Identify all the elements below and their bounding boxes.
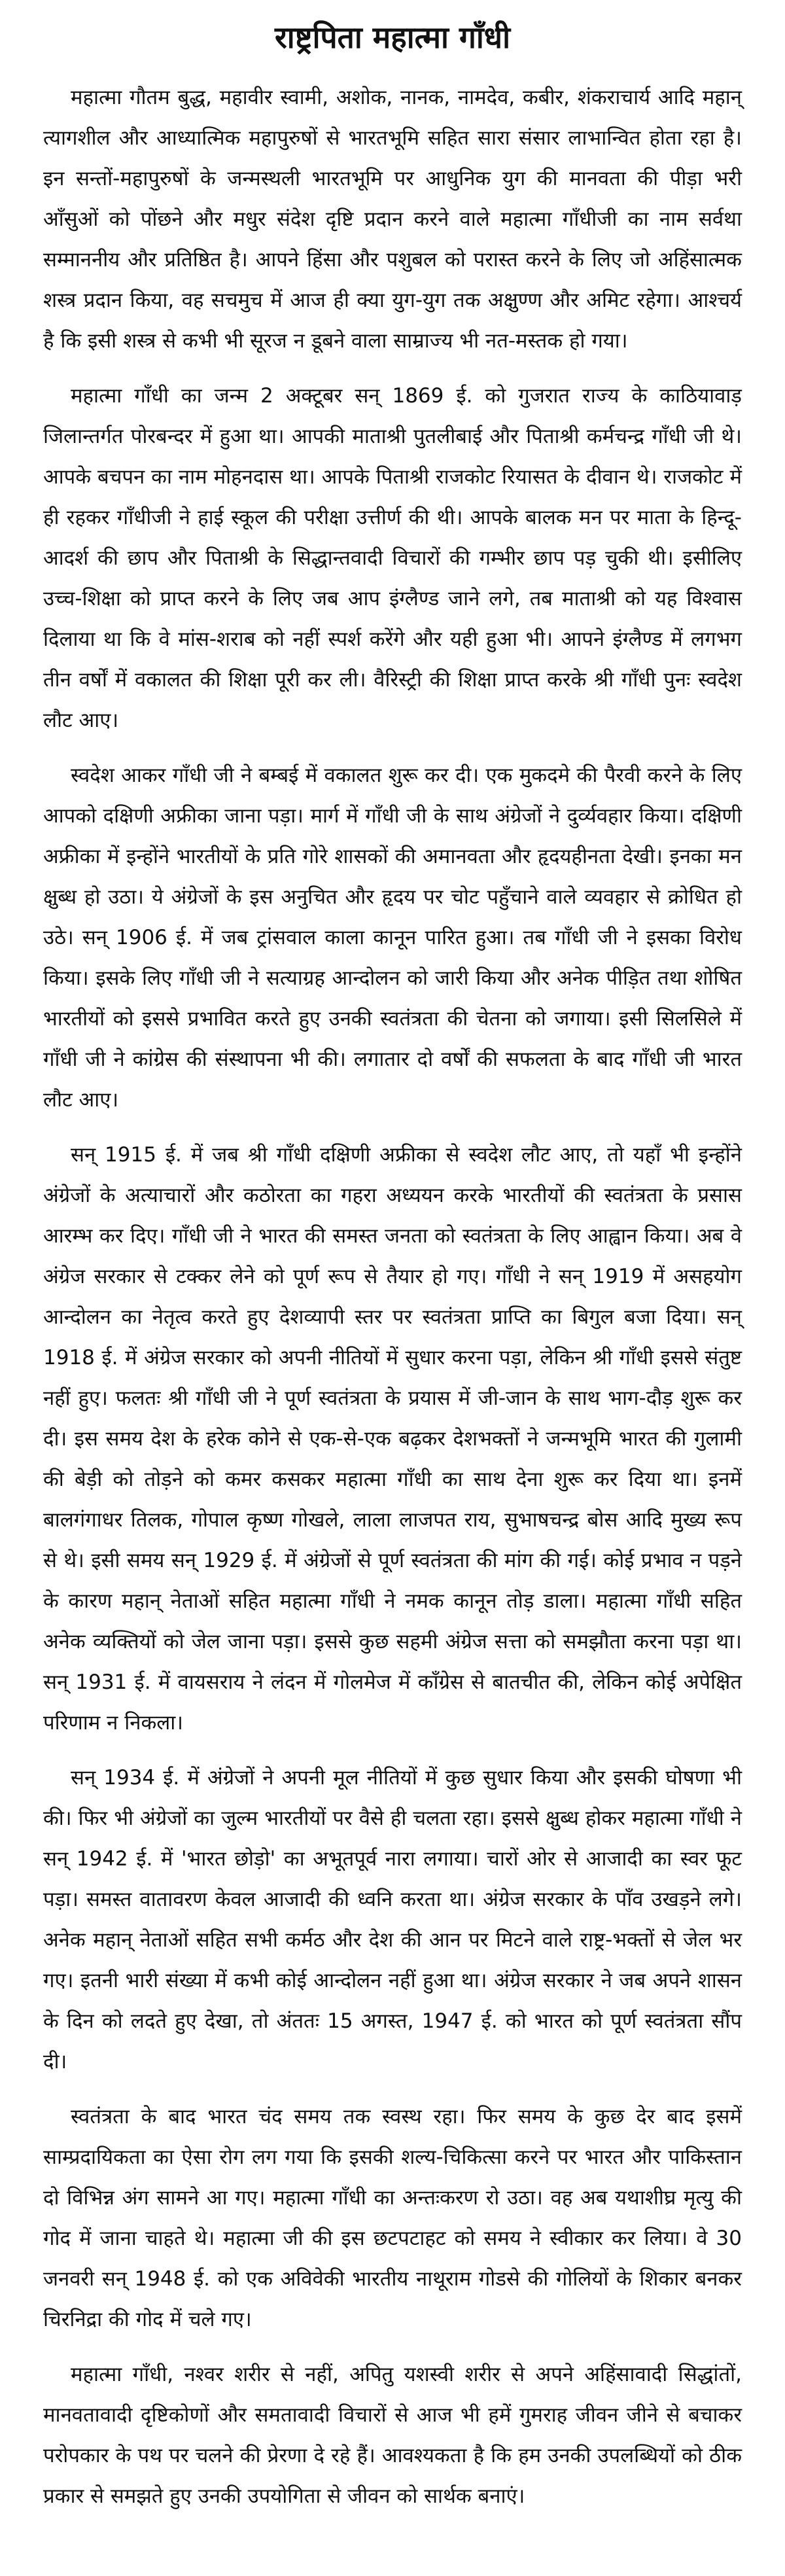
paragraph-3: स्वदेश आकर गाँधी जी ने बम्बई में वकालत शुरू कर दी। एक मुकदमे की पैरवी करने के लिए आपको दक्षिणी अफ्रीका जाना पड़ा। मार्ग में गाँधी जी के साथ अंग्रेजों ने दुर्व्यवहार किया। दक्षिणी अफ्रीका में इन्होंने भारतीयों के प्रति गोरे शासकों की अमानवता और हृदयहीनता देखी। इनका मन क्षुब्ध हो उठा। ये अंग्रेजों के इस अनुचित और हृदय पर चोट पहुँचाने वाले व्यवहार से क्रोधित हो उठे। सन् 1906 ई. में जब ट्रांसवाल काला कानून पारित हुआ। तब गाँधी जी ने इसका विरोध किया। इसके लिए गाँधी जी ने सत्याग्रह आन्दोलन को जारी किया और अनेक पीड़ित तथा शोषित भारतीयों को इससे प्रभावित करते हुए उनकी स्वतंत्रता की चेतना को जगाया। इसी सिलसिले में गाँधी जी ने कांग्रेस की संस्थापना भी की। लगातार दो वर्षों की सफलता के बाद गाँधी जी भारत लौट आए। (43, 763, 742, 1112)
paragraph-6: स्वतंत्रता के बाद भारत चंद समय तक स्वस्थ रहा। फिर समय के कुछ देर बाद इसमें साम्प्रदायिकता का ऐसा रोग लग गया कि इसकी शल्य-चिकित्सा करने पर भारत और पाकिस्तान दो विभिन्न अंग सामने आ गए। महात्मा गाँधी का अन्तःकरण रो उठा। वह अब यथाशीघ्र मृत्यु की गोद में जाना चाहते थे। महात्मा जी की इस छटपटाहट को समय ने स्वीकार कर लिया। वे 30 जनवरी सन् 1948 ई. को एक अविवेकी भारतीय नाथूराम गोडसे की गोलियों के शिकार बनकर चिरनिद्रा की गोद में चले गए। (43, 2104, 742, 2331)
paragraph-1: महात्मा गौतम बुद्ध, महावीर स्वामी, अशोक, नानक, नामदेव, कबीर, शंकराचार्य आदि महान् त्यागशील और आध्यात्मिक महापुरुषों से भारतभूमि सहित सारा संसार लाभान्वित होता रहा है। इन सन्तों-महापुरुषों के जन्मस्थली भारतभूमि पर आधुनिक युग की मानवता की पीड़ा भरी आँसुओं को पोंछने और मधुर संदेश दृष्टि प्रदान करने वाले महात्मा गाँधीजी का नाम सर्वथा सम्माननीय और प्रतिष्ठित है। आपने हिंसा और पशुबल को परास्त करने के लिए जो अहिंसात्मक शस्त्र प्रदान किया, वह सचमुच में आज ही क्या युग-युग तक अक्षुण्ण और अमिट रहेगा। आश्चर्य है कि इसी शस्त्र से कभी भी सूरज न डूबने वाला साम्राज्य भी नत-मस्तक हो गया। (43, 85, 742, 353)
paragraph-2: महात्मा गाँधी का जन्म 2 अक्टूबर सन् 1869 ई. को गुजरात राज्य के काठियावाड़ जिलान्तर्गत पोरबन्दर में हुआ था। आपकी माताश्री पुतलीबाई और पिताश्री कर्मचन्द्र गाँधी जी थे। आपके बचपन का नाम मोहनदास था। आपके पिताश्री राजकोट रियासत के दीवान थे। राजकोट में ही रहकर गाँधीजी ने हाई स्कूल की परीक्षा उत्तीर्ण की थी। आपके बालक मन पर माता के हिन्दू-आदर्श की छाप और पिताश्री के सिद्धान्तवादी विचारों की गम्भीर छाप पड़ चुकी थी। इसीलिए उच्च-शिक्षा को प्राप्त करने के लिए जब आप इंग्लैण्ड जाने लगे, तब माताश्री को यह विश्वास दिलाया था कि वे मांस-शराब को नहीं स्पर्श करेंगे और यही हुआ भी। आपने इंग्लैण्ड में लगभग तीन वर्षों में वकालत की शिक्षा पूरी कर ली। वैरिस्ट्री की शिक्षा प्राप्त करके श्री गाँधी पुनः स्वदेश लौट आए। (43, 383, 742, 732)
essay-title: राष्ट्रपिता महात्मा गाँधी (274, 20, 510, 55)
paragraph-4: सन् 1915 ई. में जब श्री गाँधी दक्षिणी अफ्रीका से स्वदेश लौट आए, तो यहाँ भी इन्होंने अंग्रेजों के अत्याचारों और कठोरता का गहरा अध्ययन करके भारतीयों की स्वतंत्रता के प्रसास आरम्भ कर दिए। गाँधी जी ने भारत की समस्त जनता को स्वतंत्रता के लिए आह्वान किया। अब वे अंग्रेज सरकार से टक्कर लेने को पूर्ण रूप से तैयार हो गए। गाँधी ने सन् 1919 में असहयोग आन्दोलन का नेतृत्व करते हुए देशव्यापी स्तर पर स्वतंत्रता प्राप्ति का बिगुल बजा दिया। सन् 1918 ई. में अंग्रेज सरकार को अपनी नीतियों में सुधार करना पड़ा, लेकिन श्री गाँधी इससे संतुष्ट नहीं हुए। फलतः श्री गाँधी जी ने पूर्ण स्वतंत्रता के प्रयास में जी-जान के साथ भाग-दौड़ शुरू कर दी। इस समय देश के हरेक कोने से एक-से-एक बढ़कर देशभक्तों ने जन्मभूमि भारत की गुलामी की बेड़ी को तोड़ने को कमर कसकर महात्मा गाँधी का साथ देना शुरू कर दिया था। इनमें बालगंगाधर तिलक, गोपाल कृष्ण गोखले, लाला लाजपत राय, सुभाषचन्द्र बोस आदि मुख्य रूप से थे। इसी समय सन् 1929 ई. में अंग्रेजों से पूर्ण स्वतंत्रता की मांग की गई। कोई प्रभाव न पड़ने के कारण महान् नेताओं सहित महात्मा गाँधी ने नमक कानून तोड़ डाला। महात्मा गाँधी सहित अनेक व्यक्तियों को जेल जाना पड़ा। इससे कुछ सहमी अंग्रेज सत्ता को समझौता करना पड़ा था। सन् 1931 ई. में वायसराय ने लंदन में गोलमेज में कॉंग्रेस से बातचीत की, लेकिन कोई अपेक्षित परिणाम न निकला। (43, 1142, 742, 1735)
paragraph-5: सन् 1934 ई. में अंग्रेजों ने अपनी मूल नीतियों में कुछ सुधार किया और इसकी घोषणा भी की। फिर भी अंग्रेजों का जुल्म भारतीयों पर वैसे ही चलता रहा। इससे क्षुब्ध होकर महात्मा गाँधी ने सन् 1942 ई. में 'भारत छोड़ो' का अभूतपूर्व नारा लगाया। चारों ओर से आजादी का स्वर फूट पड़ा। समस्त वातावरण केवल आजादी की ध्वनि करता था। अंग्रेज सरकार के पाँव उखड़ने लगे। अनेक महान् नेताओं सहित सभी कर्मठ और देश की आन पर मिटने वाले राष्ट्र-भक्तों से जेल भर गए। इतनी भारी संख्या में कभी कोई आन्दोलन नहीं हुआ था। अंग्रेज सरकार ने जब अपने शासन के दिन को लदते हुए देखा, तो अंततः 15 अगस्त, 1947 ई. को भारत को पूर्ण स्वतंत्रता सौंप दी। (43, 1765, 742, 2073)
paragraph-7: महात्मा गाँधी, नश्वर शरीर से नहीं, अपितु यशस्वी शरीर से अपने अहिंसावादी सिद्धांतों, मानवतावादी दृष्टिकोणों और समतावादी विचारों से आज भी हमें गुमराह जीवन जीने से बचाकर परोपकार के पथ पर चलने की प्रेरणा दे रहे हैं। आवश्यकता है कि हम उनकी उपलब्धियों को ठीक प्रकार से समझते हुए उनकी उपयोगिता से जीवन को सार्थक बनाएं। (43, 2362, 742, 2508)
